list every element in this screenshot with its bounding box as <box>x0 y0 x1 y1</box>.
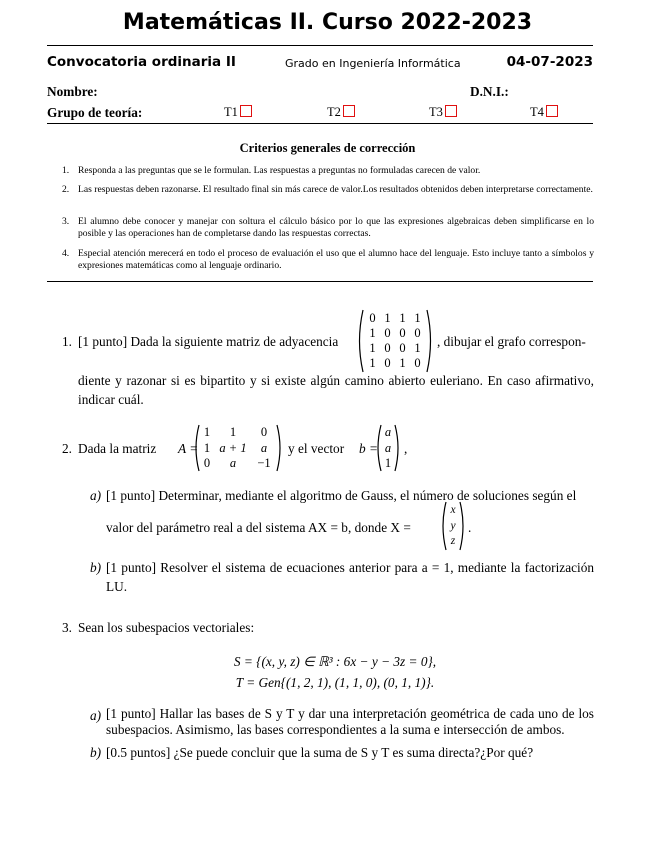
matrix-cell: 0 <box>384 341 391 355</box>
part-label: b) <box>90 745 102 760</box>
matrix-cell: 1 <box>399 311 406 325</box>
checkbox[interactable] <box>240 105 252 117</box>
matrix-cell: 1 <box>384 311 391 325</box>
vector-cell: a <box>384 440 392 455</box>
vector-cell: x <box>450 504 456 516</box>
criteria-text: El alumno debe conocer y manejar con soltura el cálculo básico por lo que las expresiones algebraicas deben simplificarse en lo posible y las operaciones han de completarse dando las respuestas correctas. <box>78 216 594 239</box>
group-option-label: T3 <box>429 105 443 119</box>
exam-date: 04-07-2023 <box>506 54 593 70</box>
question-2-number: 2. <box>62 441 72 456</box>
group-option-label: T4 <box>530 105 544 119</box>
group-option-t2[interactable] <box>327 105 355 120</box>
matrix-cell: 1 <box>399 356 406 370</box>
matrix-cell: 0 <box>384 356 391 370</box>
vector-cell: z <box>450 535 456 547</box>
matrix-cell: 0 <box>369 311 376 325</box>
checkbox[interactable] <box>343 105 355 117</box>
checkbox[interactable] <box>546 105 558 117</box>
matrix-cells <box>365 311 425 371</box>
matrix-cell: 1 <box>414 341 421 355</box>
criteria-number: 3. <box>62 216 70 227</box>
matrix-cell: 0 <box>384 326 391 340</box>
dni-label: D.N.I.: <box>470 84 509 99</box>
matrix-cell: a <box>260 440 268 455</box>
criteria-text: Especial atención merecerá en todo el proceso de evaluación el uso que el alumno hace del lenguaje. Esto incluye tanto a símbolos y expresiones matemáticas como al lenguaje ordinario. <box>78 248 594 271</box>
question-2a-line2: valor del parámetro real a del sistema AX = b, donde X = <box>106 520 411 535</box>
header-bottom-rule <box>47 123 593 124</box>
group-option-label: T1 <box>224 105 238 119</box>
criteria-text: Responda a las preguntas que se le formulan. Las respuestas a preguntas no formuladas carecen de valor. <box>78 165 481 176</box>
matrix-cell: a <box>229 456 237 470</box>
question-3-number: 3. <box>62 620 72 635</box>
degree-label: Grado en Ingeniería Informática <box>285 57 461 70</box>
question-3-intro: Sean los subespacios vectoriales: <box>78 620 255 635</box>
math-label: A = <box>178 441 199 456</box>
part-b-label <box>90 743 101 762</box>
question-2a-end: . <box>468 520 472 535</box>
question-1-text-cont: diente y razonar si es bipartito y si existe algún camino abierto euleriano. En caso afirmativo, indicar cuál. <box>78 373 594 407</box>
checkbox[interactable] <box>445 105 457 117</box>
matrix-cell: a + 1 <box>219 440 247 455</box>
part-a-label <box>90 706 101 725</box>
vector-x <box>439 500 467 552</box>
matrix-cell: 1 <box>203 425 211 439</box>
criteria-text: Las respuestas deben razonarse. El resultado final sin más carece de valor.Los resultados obtenidos deben interpretarse correctamente. <box>78 184 593 195</box>
header-top-rule <box>47 45 593 46</box>
question-1-number: 1. <box>62 334 72 349</box>
matrix-cell: 1 <box>414 311 421 325</box>
matrix-cell: 0 <box>399 341 406 355</box>
math-label: b = <box>359 441 378 456</box>
matrix-cell: 1 <box>369 356 376 370</box>
subspace-s: S = {(x, y, z) ∈ ℝ³ : 6x − y − 3z = 0}, <box>233 654 437 669</box>
question-2b-text: [1 punto] Resolver el sistema de ecuaciones anterior para a = 1, mediante la factorización LU. <box>106 560 594 594</box>
group-label: Grupo de teoría: <box>47 105 143 120</box>
vector-cell: 1 <box>384 456 392 470</box>
adjacency-matrix <box>355 308 435 374</box>
group-option-t3[interactable] <box>429 105 457 120</box>
criteria-title: Criterios generales de corrección <box>239 141 416 155</box>
vector-cell: a <box>384 425 392 439</box>
vector-b <box>374 423 402 473</box>
criteria-number: 2. <box>62 184 70 195</box>
criteria-number: 4. <box>62 248 70 259</box>
vector-cells <box>381 425 395 472</box>
group-option-t1[interactable] <box>224 105 252 120</box>
name-label: Nombre: <box>47 84 98 99</box>
part-label: a) <box>90 488 102 503</box>
matrix-cell: 0 <box>399 326 406 340</box>
vector-cell: y <box>450 519 456 532</box>
question-1-text-after: , dibujar el grafo correspon- <box>437 334 586 349</box>
part-label: a) <box>90 708 102 723</box>
question-2-end: , <box>404 441 408 456</box>
session-label: Convocatoria ordinaria II <box>47 54 236 70</box>
part-a-label <box>90 486 101 505</box>
question-3b-text: [0.5 puntos] ¿Se puede concluir que la suma de S y T es suma directa?¿Por qué? <box>106 745 534 760</box>
matrix-cell: 0 <box>203 456 211 470</box>
question-1-text: [1 punto] Dada la siguiente matriz de adyacencia <box>78 334 339 349</box>
group-option-label: T2 <box>327 105 341 119</box>
matrix-cells <box>200 425 276 472</box>
criteria-bottom-rule <box>47 281 593 282</box>
matrix-cell: 1 <box>369 341 376 355</box>
page-title: Matemáticas II. Curso 2022-2023 <box>122 10 533 35</box>
matrix-cell: 1 <box>203 440 211 455</box>
vector-cells <box>446 503 460 550</box>
matrix-cell: 0 <box>414 326 421 340</box>
matrix-cell: 1 <box>229 425 237 439</box>
matrix-cell: −1 <box>257 456 271 470</box>
criteria-item <box>62 216 594 240</box>
question-3a-text: [1 punto] Hallar las bases de S y T y dar una interpretación geométrica de cada uno de los subespacios. Asimismo, las bases correspondientes a la suma e intersección de ambos. <box>106 706 594 737</box>
question-2-mid: y el vector <box>288 441 345 456</box>
group-option-t4[interactable] <box>530 105 558 120</box>
subspace-t: T = Gen{(1, 2, 1), (1, 1, 0), (0, 1, 1)}. <box>235 675 435 690</box>
part-b-label <box>90 558 101 577</box>
matrix-cell: 0 <box>414 356 421 370</box>
criteria-item <box>62 248 594 272</box>
criteria-number: 1. <box>62 165 70 176</box>
matrix-cell: 1 <box>369 326 376 340</box>
question-2-intro: Dada la matriz <box>78 441 157 456</box>
criteria-item <box>62 184 594 196</box>
part-label: b) <box>90 560 102 575</box>
matrix-cell: 0 <box>260 425 268 439</box>
matrix-a <box>192 423 284 473</box>
criteria-item <box>62 165 594 177</box>
question-2a-line1: [1 punto] Determinar, mediante el algoritmo de Gauss, el número de soluciones según el <box>106 488 577 503</box>
